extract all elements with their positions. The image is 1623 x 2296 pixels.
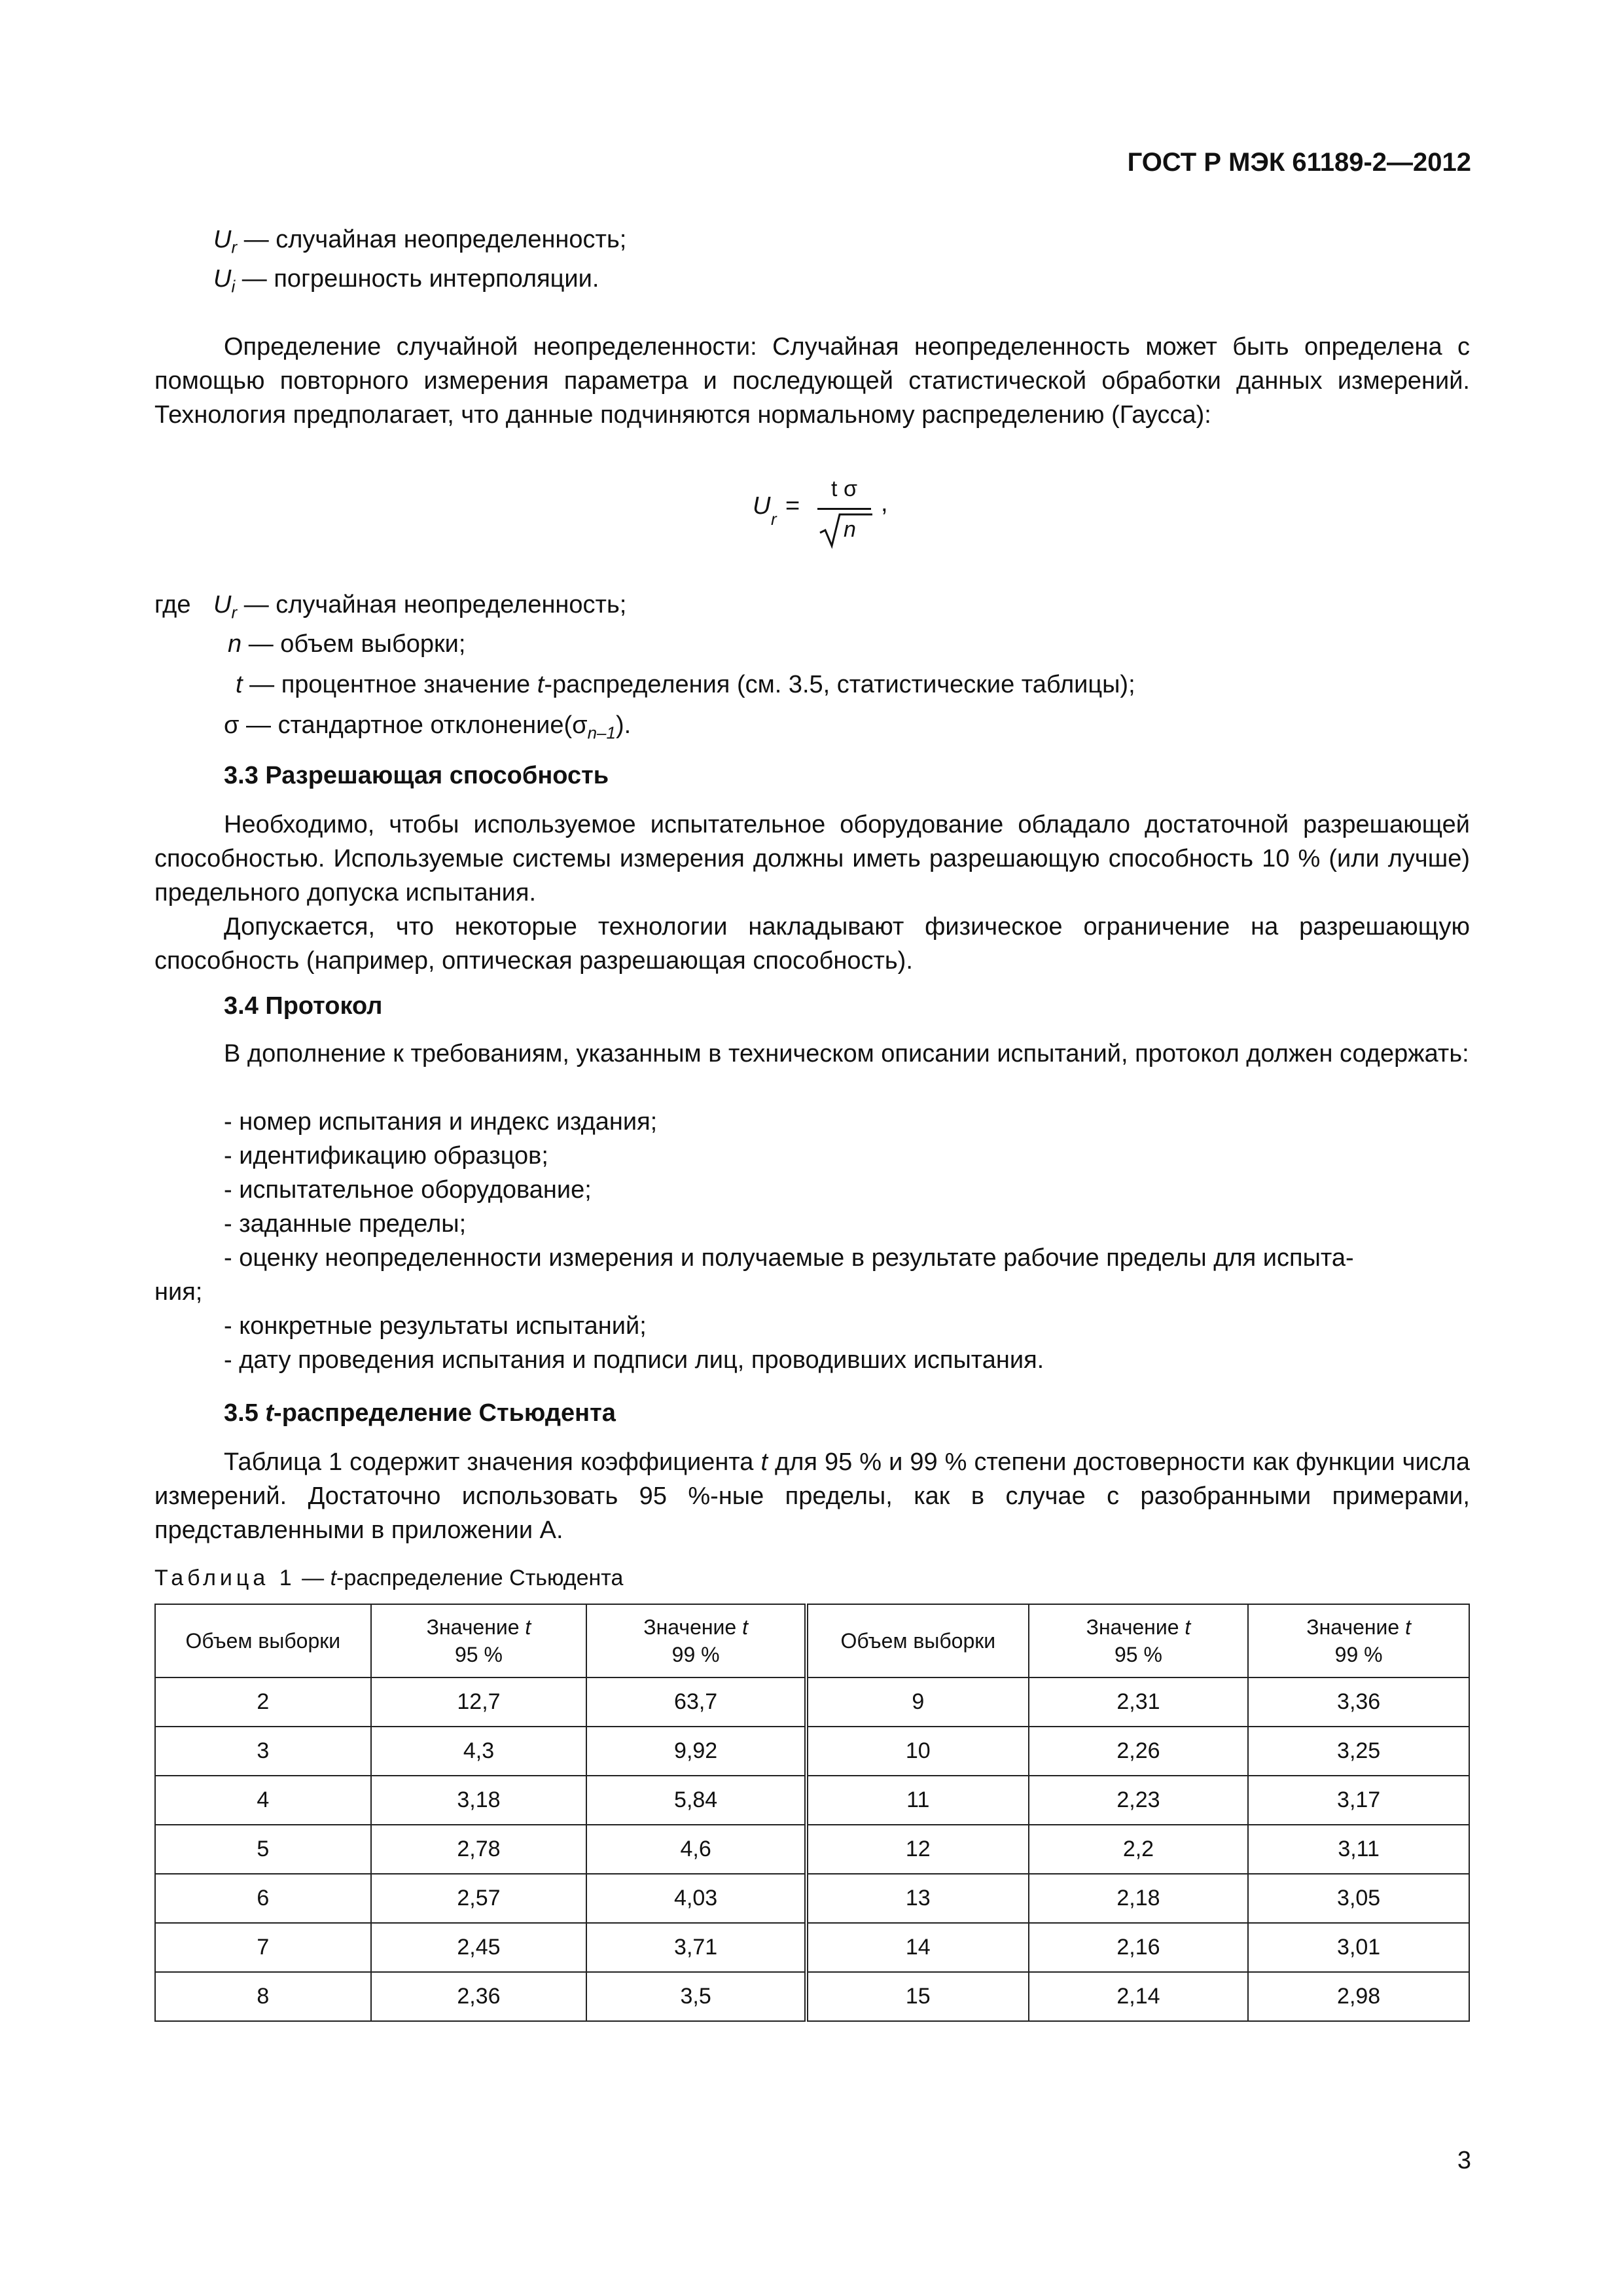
table-cell: 3,01 (1248, 1923, 1469, 1972)
document-header: ГОСТ Р МЭК 61189-2—2012 (1127, 148, 1471, 177)
table-cell: 4 (155, 1776, 371, 1825)
table-cell: 3,25 (1248, 1727, 1469, 1776)
table-cell: 10 (806, 1727, 1029, 1776)
table-cell: 3,5 (586, 1972, 806, 2021)
paragraph-3-4-1: В дополнение к требованиям, указанным в техническом описании испытаний, протокол должен содержать: (224, 1040, 1469, 1067)
table-cell: 9 (806, 1677, 1029, 1727)
table-cell: 4,6 (586, 1825, 806, 1874)
table-row (155, 1923, 1469, 1972)
table-cell: 15 (806, 1972, 1029, 2021)
section-heading-3-4: 3.4 Протокол (224, 992, 383, 1020)
table-cell: 2,16 (1029, 1923, 1249, 1972)
table-cell: 2,45 (371, 1923, 587, 1972)
column-header-t95: Значение t 95 % (371, 1604, 587, 1677)
list-item: - оценку неопределенности измерения и получаемые в результате рабочие пределы для испыта- (224, 1244, 1354, 1272)
table-cell: 2,14 (1029, 1972, 1249, 2021)
table-cell: 2,18 (1029, 1874, 1249, 1923)
table-cell: 11 (806, 1776, 1029, 1825)
table-cell: 3,18 (371, 1776, 587, 1825)
list-item: - заданные пределы; (224, 1210, 467, 1238)
paragraph-3-3-1: Необходимо, чтобы используемое испытательное оборудование обладало достаточной разрешающей способностью. Используемые системы измерения должны иметь разрешающую способность 10 % (или лучше) предельного допуска испытания. (154, 811, 1470, 906)
page-number: 3 (1457, 2147, 1471, 2174)
table-cell: 3,11 (1248, 1825, 1469, 1874)
list-item: - идентификацию образцов; (224, 1142, 548, 1170)
table-row (155, 1727, 1469, 1776)
table-cell: 2,26 (1029, 1727, 1249, 1776)
table-row (155, 1874, 1469, 1923)
column-header-t95: Значение t 95 % (1029, 1604, 1249, 1677)
section-heading-3-5: 3.5 t-распределение Стьюдента (224, 1399, 616, 1427)
table-cell: 12 (806, 1825, 1029, 1874)
table-cell: 14 (806, 1923, 1029, 1972)
table-cell: 13 (806, 1874, 1029, 1923)
table-cell: 2,78 (371, 1825, 587, 1874)
table-cell: 5 (155, 1825, 371, 1874)
list-item: - конкретные результаты испытаний; (224, 1312, 647, 1340)
paragraph-3-5: Таблица 1 содержит значения коэффициента t для 95 % и 99 % степени достоверности как функции числа измерений. Достаточно использовать 95 %-ные пределы, как в случае с разобранными примерами, представленными в приложении А. (154, 1448, 1470, 1544)
table-caption: Таблица 1 — t-распределение Стьюдента (154, 1566, 624, 1590)
table-cell: 2 (155, 1677, 371, 1727)
table-row (155, 1677, 1469, 1727)
column-header-sample-size: Объем выборки (155, 1604, 371, 1677)
table-header-row (155, 1604, 1469, 1677)
list-item: - номер испытания и индекс издания; (224, 1108, 658, 1136)
table-cell: 3,71 (586, 1923, 806, 1972)
table-cell: 63,7 (586, 1677, 806, 1727)
table-row (155, 1825, 1469, 1874)
where-def-ur: $U_r$ — случайная неопределенность; (213, 591, 627, 622)
table-cell: 2,2 (1029, 1825, 1249, 1874)
column-header-t99: Значение t 99 % (1248, 1604, 1469, 1677)
paragraph-random-uncertainty: Определение случайной неопределенности: Случайная неопределенность может быть определена с помощью повторного измерения параметра и последующей статистической обработки данных измерений. Технология предполагает, что данные подчиняются нормальному распределению (Гаусса): (154, 333, 1470, 429)
paragraph-3-3-2: Допускается, что некоторые технологии накладывают физическое ограничение на разрешающую способность (например, оптическая разрешающая способность). (154, 913, 1470, 975)
table-cell: 8 (155, 1972, 371, 2021)
list-item: - дату проведения испытания и подписи лиц, проводивших испытания. (224, 1346, 1044, 1374)
where-def-sigma: σ — стандартное $отклонение(\sigma_{n-1})$. (224, 711, 632, 743)
list-item: - испытательное оборудование; (224, 1176, 592, 1204)
table-cell: 5,84 (586, 1776, 806, 1825)
t-distribution-table (154, 1604, 1470, 2022)
table-cell: 2,57 (371, 1874, 587, 1923)
where-def-n: n — объем выборки; (228, 630, 466, 658)
table-cell: 6 (155, 1874, 371, 1923)
section-heading-3-3: 3.3 Разрешающая способность (224, 762, 609, 789)
where-label: где (154, 591, 191, 619)
table-cell: 9,92 (586, 1727, 806, 1776)
column-header-t99: Значение t 99 % (586, 1604, 806, 1677)
table-row (155, 1972, 1469, 2021)
table-cell: 4,3 (371, 1727, 587, 1776)
column-header-sample-size: Объем выборки (806, 1604, 1029, 1677)
table-cell: 2,98 (1248, 1972, 1469, 2021)
table-cell: 3,36 (1248, 1677, 1469, 1727)
document-page: ГОСТ Р МЭК 61189-2—2012 $U_r$ — случайная неопределенность; $U_i$ — погрешность интерполяции. Определение случайной неопределенности: Случайная неопределенность может быть определена с помощью повторного измерения параметра и последующей статистической обработки данных измерений. Технология предполагает, что данные подчиняются нормальному распределению (Гаусса): U r = t σ n , где $U_r$ — случайная неопределенность; n — объем выборки; t — процентное значение t-распределения (см. 3.5, статистические таблицы); σ — стандартное $отклонение(\sigma_{n-1})$. 3.3 Разрешающая способность Необходимо, чтобы используемое испытательное оборудование обладало достаточной разрешающей способностью. Используемые системы измерения должны иметь разрешающую способность 10 % (или лучше) предельного допуска испытания. Допускается, что некоторые технологии накладывают физическое ограничение на разрешающую способность (например, оптическая разрешающая способность). 3.4 Протокол В дополнение к требованиям, указанным в техническом описании испытаний, протокол должен содержать: - номер испытания и индекс издания; - идентификацию образцов; - испытательное оборудование; - заданные пределы; - оценку неопределенности измерения и получаемые в результате рабочие пределы для испыта- ния; - конкретные результаты испытаний; - дату проведения испытания и подписи лиц, проводивших испытания. 3.5 t-распределение Стьюдента Таблица 1 содержит значения коэффициента t для 95 % и 99 % степени достоверности как функции числа измерений. Достаточно использовать 95 %-ные пределы, как в случае с разобранными примерами, представленными в приложении А. Таблица 1 — t-распределение Стьюдента Объем выборки Значение t 95 % Значение t 99 % Объем выборки Значение t 95 % Значение t 99 % 2 12,7 63,7 9 2,31 3,36 3 4,3 9,92 10 2,26 3,25 4 3,18 5,84 11 2,23 3,17 5 2,78 4,6 12 2,2 3,11 6 2,57 4,03 13 2,18 3,05 7 2,45 3,71 14 2,16 3,01 8 2,36 3,5 15 2,14 2,98 3 (154, 148, 1471, 2174)
table-cell: 12,7 (371, 1677, 587, 1727)
table-cell: 3,05 (1248, 1874, 1469, 1923)
table-cell: 4,03 (586, 1874, 806, 1923)
table-cell: 3,17 (1248, 1776, 1469, 1825)
where-def-t: t — процентное значение t-распределения (см. 3.5, статистические таблицы); (236, 671, 1135, 698)
table-row (155, 1776, 1469, 1825)
table-cell: 2,31 (1029, 1677, 1249, 1727)
table-cell: 7 (155, 1923, 371, 1972)
definition-ur: $U_r$ — случайная неопределенность; (213, 226, 627, 257)
list-item-continuation: ния; (154, 1278, 203, 1306)
table-cell: 2,23 (1029, 1776, 1249, 1825)
definition-ui: $U_i$ — погрешность интерполяции. (213, 265, 599, 296)
table-cell: 3 (155, 1727, 371, 1776)
table-cell: 2,36 (371, 1972, 587, 2021)
